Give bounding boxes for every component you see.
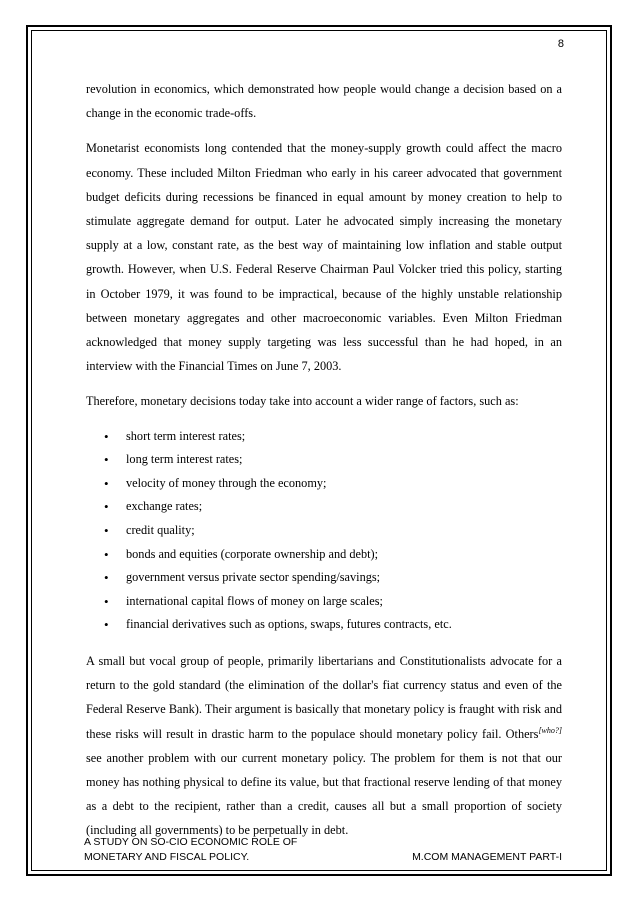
list-item: • bonds and equities (corporate ownership and debt); [104,543,562,567]
footer-title [84,835,297,865]
list-item: • short term interest rates; [104,425,562,449]
page-number: 8 [557,38,564,50]
list-item: • exchange rates; [104,495,562,519]
paragraph-4-part1: A small but vocal group of people, primarily libertarians and Constitutionalists advocate for a return to the gold standard (the elimination of the dollar's fiat currency status and even of the Federal Reserve Bank). Their argument is basically that monetary policy is fraught with risk and these risks will result in drastic harm to the populace should monetary policy fail. Others [86,653,562,741]
list-item: • velocity of money through the economy; [104,472,562,496]
paragraph-4 [86,649,562,843]
citation-needed[interactable]: [who?] [538,725,562,735]
footer-title-line1: A STUDY ON SO-CIO ECONOMIC ROLE OF [84,836,298,848]
list-item: • long term interest rates; [104,448,562,472]
paragraph-4-part2: see another problem with our current monetary policy. The problem for them is not that our money has nothing physical to define its value, but that fractional reserve lending of that money as a debt to the recipient, rather than a credit, causes all but a small proportion of society (including all governments) to be perpetually in debt. [86,750,562,838]
list-item: • financial derivatives such as options, swaps, futures contracts, etc. [104,613,562,637]
footer-title-line2: MONETARY AND FISCAL POLICY. [84,851,250,863]
list-item: • international capital flows of money on large scales; [104,590,562,614]
paragraph-1: revolution in economics, which demonstrated how people would change a decision based on a change in the economic trade-offs. [86,82,562,121]
document-body [86,77,562,854]
factors-list [86,425,562,637]
list-item: • government versus private sector spending/savings; [104,566,562,590]
list-item: • credit quality; [104,519,562,543]
paragraph-2: Monetarist economists long contended that the money-supply growth could affect the macro economy. These included Milton Friedman who early in his career advocated that government budget deficits during recessions be financed in equal amount by money creation to help to stimulate aggregate demand for output. Later he advocated simply increasing the monetary supply at a low, constant rate, as the best way of maintaining low inflation and stable output growth. However, when U.S. Federal Reserve Chairman Paul Volcker tried this policy, starting in October 1979, it was found to be impractical, because of the highly unstable relationship between monetary aggregates and other macroeconomic variables. Even Milton Friedman acknowledged that money supply targeting was less successful than he had hoped, in an interview with the Financial Times on June 7, 2003. [86,141,562,374]
footer-course: M.COM MANAGEMENT PART-I [412,851,562,863]
paragraph-3: Therefore, monetary decisions today take into account a wider range of factors, such as: [86,394,519,409]
